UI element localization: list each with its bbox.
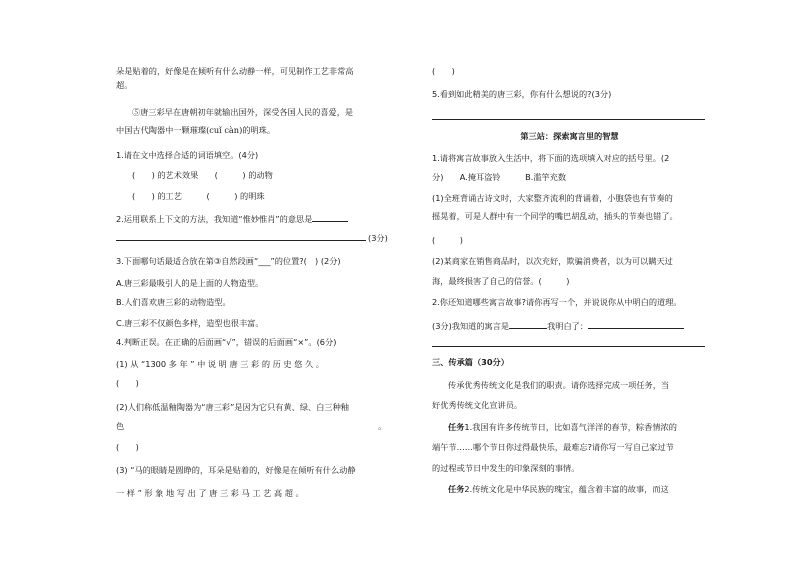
task-1	[448, 422, 677, 433]
answer-paren[interactable]: ( )	[116, 442, 139, 452]
statement-1: (1) 从 “1300 多 年 ” 中 说 明 唐 三 彩 的 历 史 悠 久 。	[116, 359, 324, 369]
fill-blank-row[interactable]: ( ) 的工艺 ( ) 的明珠	[132, 191, 265, 201]
scenario-2: (2)某商家在销售商品时，以次充好，欺骗消费者，以为可以瞒天过	[432, 256, 673, 266]
section-3-intro: 传承优秀传统文化是我们的职责。请你选择完成一项任务，当	[448, 380, 670, 390]
answer-paren[interactable]: ( )	[432, 66, 455, 76]
answer-blank[interactable]	[312, 212, 348, 222]
option-c[interactable]: C.唐三彩不仅颜色多样，造型也很丰富。	[116, 318, 264, 328]
passage-line: 超。	[116, 80, 133, 90]
scenario-1: (1)全班背诵古诗文时，大家整齐流利的背诵着，小胞袋也有节奏的	[432, 193, 673, 203]
task-1-text: 1.我国有许多传统节日，比如喜气洋洋的春节，粽香情浓的	[464, 422, 677, 432]
scenario-1-cont: 摇晃着，可是人群中有一个同学的嘴巴胡乱动，插头的节奏也错了。	[432, 211, 678, 221]
option-b[interactable]: B.人们喜欢唐三彩的动物造型。	[116, 297, 231, 307]
statement-3-cont: 一 样 ” 形 象 地 写 出 了 唐 三 彩 马 工 艺 高 超 。	[116, 488, 304, 498]
station-question-1: 1.请将寓言故事放入生活中，将下面的选项填入对应的括号里。(2	[432, 153, 670, 163]
question-5: 5.看到如此精美的唐三彩，你有什么想说的?(3分)	[432, 89, 612, 99]
station-question-2: 2.你还知道哪些寓言故事?请你再写一个，并说说你从中明白的道理。	[432, 297, 682, 307]
question-3: 3.下面哪句话最适合放在第③自然段画“___”的位置?( ) (2分)	[116, 256, 341, 266]
answer-line[interactable]	[432, 119, 705, 120]
question-2-text: 2.运用联系上下文的方法，我知道“惟妙惟肖”的意思是	[116, 214, 313, 224]
lesson-blank[interactable]	[588, 319, 684, 329]
question-2	[116, 212, 348, 225]
station-3-heading: 第三站：探索寓言里的智慧	[520, 131, 619, 141]
answer-paren[interactable]: ( )	[116, 378, 139, 388]
statement-2-cont: 色	[116, 421, 125, 431]
section-3-heading: 三、传承篇（30分）	[432, 357, 509, 367]
task-2-label: 任务	[448, 484, 465, 494]
question-1: 1.请在文中选择合适的词语填空。(4分)	[116, 150, 259, 160]
fable-label: (3分)我知道的寓言是	[432, 321, 510, 331]
passage-line: 朵是贴着的，好像是在倾听有什么动静一样，可见制作工艺非常高	[116, 66, 354, 76]
task-2-text: 2.传统文化是中华民族的瑰宝，蕴含着丰富的故事，而这	[464, 484, 669, 494]
section-3-intro-cont: 好优秀传统文化宣讲员。	[432, 400, 523, 410]
task-1-label: 任务	[448, 422, 465, 432]
task-1-cont: 的过程或节日中发生的印象深刻的事情。	[432, 463, 580, 473]
question-4: 4.判断正误。在正确的后面画“√”，错误的后面画“×”。(6分)	[116, 337, 337, 347]
fable-blank[interactable]	[509, 319, 547, 329]
passage-line: 中国古代陶器中一颗璀璨(cuǐ càn)的明珠。	[116, 125, 276, 135]
score-label: (3分)	[368, 233, 388, 243]
answer-line[interactable]	[432, 346, 705, 347]
statement-2: (2)人们称低温釉陶器为“唐三彩”是因为它只有黄、绿、白三种釉	[116, 402, 349, 412]
station-question-2-cont	[432, 319, 684, 332]
task-2	[448, 484, 669, 495]
lesson-label: 我明白了：	[547, 321, 589, 331]
statement-3: (3) “马的眼睛是圆睁的，耳朵是贴着的，好像是在倾听有什么动静	[116, 465, 356, 475]
answer-line[interactable]	[116, 240, 366, 241]
fill-blank-row[interactable]: ( ) 的艺术效果 ( ) 的动物	[132, 170, 273, 180]
answer-paren[interactable]: ( )	[432, 235, 463, 245]
scenario-2-cont: 海，最终损害了自己的信誉。( )	[432, 276, 570, 286]
statement-2-end: 。	[378, 421, 387, 431]
option-a[interactable]: A.唐三彩最吸引人的是上面的人物造型。	[116, 278, 264, 288]
station-question-1-options: 分) A.掩耳盗铃 B.滥竽充数	[432, 172, 567, 182]
passage-paragraph-5: ⑤唐三彩早在唐朝初年就输出国外，深受各国人民的喜爱，是	[132, 107, 354, 117]
task-1-cont: 端午节……哪个节日你过得最快乐，最难忘?请你写一写自己家过节	[432, 442, 674, 452]
